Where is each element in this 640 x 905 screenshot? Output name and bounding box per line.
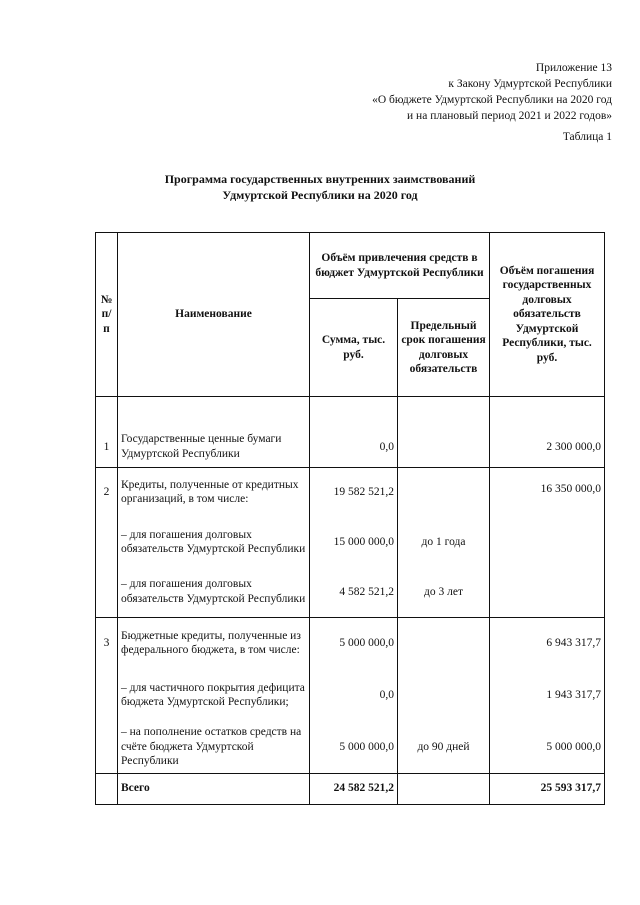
table-label: Таблица 1 — [562, 131, 612, 143]
table-row — [96, 567, 605, 617]
cell-sum: 15 000 000,0 — [310, 517, 398, 567]
table-row — [96, 669, 605, 721]
borrowing-program-table — [95, 232, 605, 805]
cell-repayment: 16 350 000,0 — [490, 467, 605, 517]
cell-term — [398, 427, 490, 467]
cell-num — [96, 669, 118, 721]
table-row — [96, 427, 605, 467]
cell-name: – для погашения долговых обязательств Удмуртской Республики — [118, 517, 310, 567]
header-line: к Закону Удмуртской Республики — [448, 78, 612, 90]
cell-term — [398, 617, 490, 669]
cell-sum: 0,0 — [310, 427, 398, 467]
cell-repayment: 6 943 317,7 — [490, 617, 605, 669]
table-row — [96, 721, 605, 773]
page-title — [0, 171, 640, 203]
total-row — [96, 773, 605, 804]
cell-num — [96, 567, 118, 617]
cell-repayment: 5 000 000,0 — [490, 721, 605, 773]
table-row — [96, 617, 605, 669]
cell-name: – на пополнение остатков средств на счёте бюджета Удмуртской Республики — [118, 721, 310, 773]
cell-term — [398, 467, 490, 517]
header-line: «О бюджете Удмуртской Республики на 2020 год — [372, 94, 612, 106]
cell-term: до 1 года — [398, 517, 490, 567]
cell-total-label: Всего — [118, 773, 310, 804]
title-line: Удмуртской Республики на 2020 год — [222, 188, 418, 202]
spacer-row — [96, 397, 605, 428]
cell-name: Кредиты, полученные от кредитных организаций, в том числе: — [118, 467, 310, 517]
cell-sum: 0,0 — [310, 669, 398, 721]
header-line: и на плановый период 2021 и 2022 годов» — [407, 110, 612, 122]
cell-repayment — [490, 517, 605, 567]
cell-sum: 4 582 521,2 — [310, 567, 398, 617]
cell-num — [96, 773, 118, 804]
title-line: Программа государственных внутренних заимствований — [164, 172, 476, 186]
cell-total-sum: 24 582 521,2 — [310, 773, 398, 804]
header-term: Предельный срок погашения долговых обязательств — [398, 299, 490, 397]
cell-repayment: 1 943 317,7 — [490, 669, 605, 721]
cell-repayment: 2 300 000,0 — [490, 427, 605, 467]
cell-term — [398, 669, 490, 721]
cell-name: Бюджетные кредиты, полученные из федерального бюджета, в том числе: — [118, 617, 310, 669]
table-row — [96, 517, 605, 567]
cell-num — [96, 721, 118, 773]
cell-term: до 90 дней — [398, 721, 490, 773]
header-name: Наименование — [118, 233, 310, 397]
header-line: Приложение 13 — [535, 62, 612, 74]
cell-sum: 19 582 521,2 — [310, 467, 398, 517]
cell-name: – для частичного покрытия дефицита бюджета Удмуртской Республики; — [118, 669, 310, 721]
header-num: № п/п — [96, 233, 118, 397]
cell-term — [398, 773, 490, 804]
cell-name: – для погашения долговых обязательств Удмуртской Республики — [118, 567, 310, 617]
cell-name: Государственные ценные бумаги Удмуртской Республики — [118, 427, 310, 467]
cell-num: 2 — [96, 467, 118, 517]
cell-term: до 3 лет — [398, 567, 490, 617]
cell-sum: 5 000 000,0 — [310, 721, 398, 773]
table-row — [96, 467, 605, 517]
header-attraction: Объём привлечения средств в бюджет Удмуртской Республики — [310, 233, 490, 299]
cell-total-repayment: 25 593 317,7 — [490, 773, 605, 804]
cell-sum: 5 000 000,0 — [310, 617, 398, 669]
document-header — [192, 60, 612, 145]
cell-repayment — [490, 567, 605, 617]
header-sum: Сумма, тыс. руб. — [310, 299, 398, 397]
header-repayment: Объём погашения государственных долговых обязательств Удмуртской Республики, тыс. руб. — [490, 233, 605, 397]
cell-num: 3 — [96, 617, 118, 669]
cell-num — [96, 517, 118, 567]
cell-num: 1 — [96, 427, 118, 467]
